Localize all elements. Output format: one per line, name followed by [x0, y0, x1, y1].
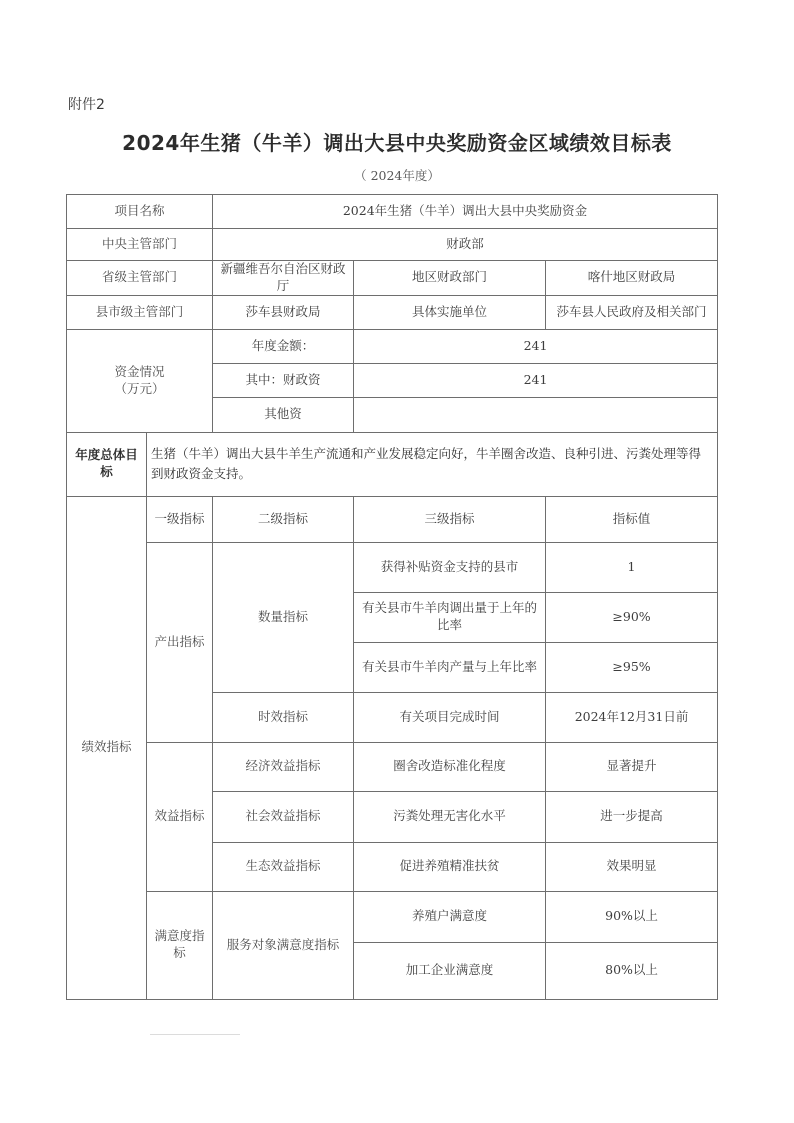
benefit-level3: 圈舍改造标准化程度 [354, 742, 546, 791]
header-value: 指标值 [546, 496, 718, 542]
output-indicator-label: 产出指标 [147, 542, 213, 742]
row-project-name [67, 195, 718, 229]
row-provincial-dept [67, 261, 718, 296]
prefecture-dept-value: 喀什地区财政局 [546, 261, 718, 296]
funding-other-label: 其他资 [213, 397, 354, 432]
output-value: ≥95% [546, 642, 718, 692]
benefit-level2: 经济效益指标 [213, 742, 354, 791]
quantity-indicator-label: 数量指标 [213, 542, 354, 692]
performance-indicators-label: 绩效指标 [67, 496, 147, 999]
output-level3: 有关县市牛羊肉调出量于上年的比率 [354, 592, 546, 642]
benefit-value: 显著提升 [546, 742, 718, 791]
header-level2: 二级指标 [213, 496, 354, 542]
output-level3: 获得补贴资金支持的县市 [354, 542, 546, 592]
central-dept-value: 财政部 [213, 229, 718, 261]
satisfaction-indicator-label: 满意度指标 [147, 891, 213, 999]
benefit-level3: 污粪处理无害化水平 [354, 791, 546, 842]
benefit-level2: 生态效益指标 [213, 842, 354, 891]
service-satisfaction-label: 服务对象满意度指标 [213, 891, 354, 999]
output-value: ≥90% [546, 592, 718, 642]
project-name-label: 项目名称 [67, 195, 213, 229]
output-level3: 有关县市牛羊肉产量与上年比率 [354, 642, 546, 692]
page-title: 2024年生猪（牛羊）调出大县中央奖励资金区域绩效目标表 [122, 131, 672, 155]
satisfaction-level3: 加工企业满意度 [354, 942, 546, 999]
satisfaction-level3: 养殖户满意度 [354, 891, 546, 942]
benefit-level2: 社会效益指标 [213, 791, 354, 842]
annual-goal-text: 生猪（牛羊）调出大县牛羊生产流通和产业发展稳定向好，牛羊圈舍改造、良种引进、污粪处理等得到财政资金支持。 [147, 432, 718, 496]
attachment-label: 附件2 [68, 97, 105, 113]
funding-annual-label: 年度金额： [213, 329, 354, 363]
header-level3: 三级指标 [354, 496, 546, 542]
funding-fiscal-label: 其中：财政资 [213, 363, 354, 397]
output-value: 1 [546, 542, 718, 592]
project-name-value: 2024年生猪（牛羊）调出大县中央奖励资金 [213, 195, 718, 229]
central-dept-label: 中央主管部门 [67, 229, 213, 261]
scan-artifact-line [150, 1034, 240, 1035]
row-county-dept [67, 295, 718, 329]
benefit-value: 效果明显 [546, 842, 718, 891]
satisfaction-value: 80%以上 [546, 942, 718, 999]
row-indicator-header [67, 496, 718, 542]
benefit-value: 进一步提高 [546, 791, 718, 842]
satisfaction-value: 90%以上 [546, 891, 718, 942]
timeliness-value: 2024年12月31日前 [546, 692, 718, 742]
header-level1: 一级指标 [147, 496, 213, 542]
row-central-dept [67, 229, 718, 261]
funding-annual-value: 241 [354, 329, 718, 363]
performance-target-table [66, 194, 718, 1000]
timeliness-level3: 有关项目完成时间 [354, 692, 546, 742]
implementing-unit-label: 具体实施单位 [354, 295, 546, 329]
row-annual-goal [67, 432, 718, 496]
row-satisfaction-farmers [67, 891, 718, 942]
benefit-level3: 促进养殖精准扶贫 [354, 842, 546, 891]
row-funding-annual [67, 329, 718, 363]
implementing-unit-value: 莎车县人民政府及相关部门 [546, 295, 718, 329]
row-benefit-economic [67, 742, 718, 791]
funding-other-value [354, 397, 718, 432]
benefit-indicator-label: 效益指标 [147, 742, 213, 891]
county-dept-label: 县市级主管部门 [67, 295, 213, 329]
row-output-quantity-1 [67, 542, 718, 592]
funding-label: 资金情况 （万元） [67, 329, 213, 432]
annual-goal-label: 年度总体目标 [67, 432, 147, 496]
page-subtitle: （ 2024年度） [354, 168, 440, 183]
timeliness-indicator-label: 时效指标 [213, 692, 354, 742]
funding-fiscal-value: 241 [354, 363, 718, 397]
prefecture-dept-label: 地区财政部门 [354, 261, 546, 296]
county-dept-value: 莎车县财政局 [213, 295, 354, 329]
provincial-dept-value: 新疆维吾尔自治区财政厅 [213, 261, 354, 296]
provincial-dept-label: 省级主管部门 [67, 261, 213, 296]
